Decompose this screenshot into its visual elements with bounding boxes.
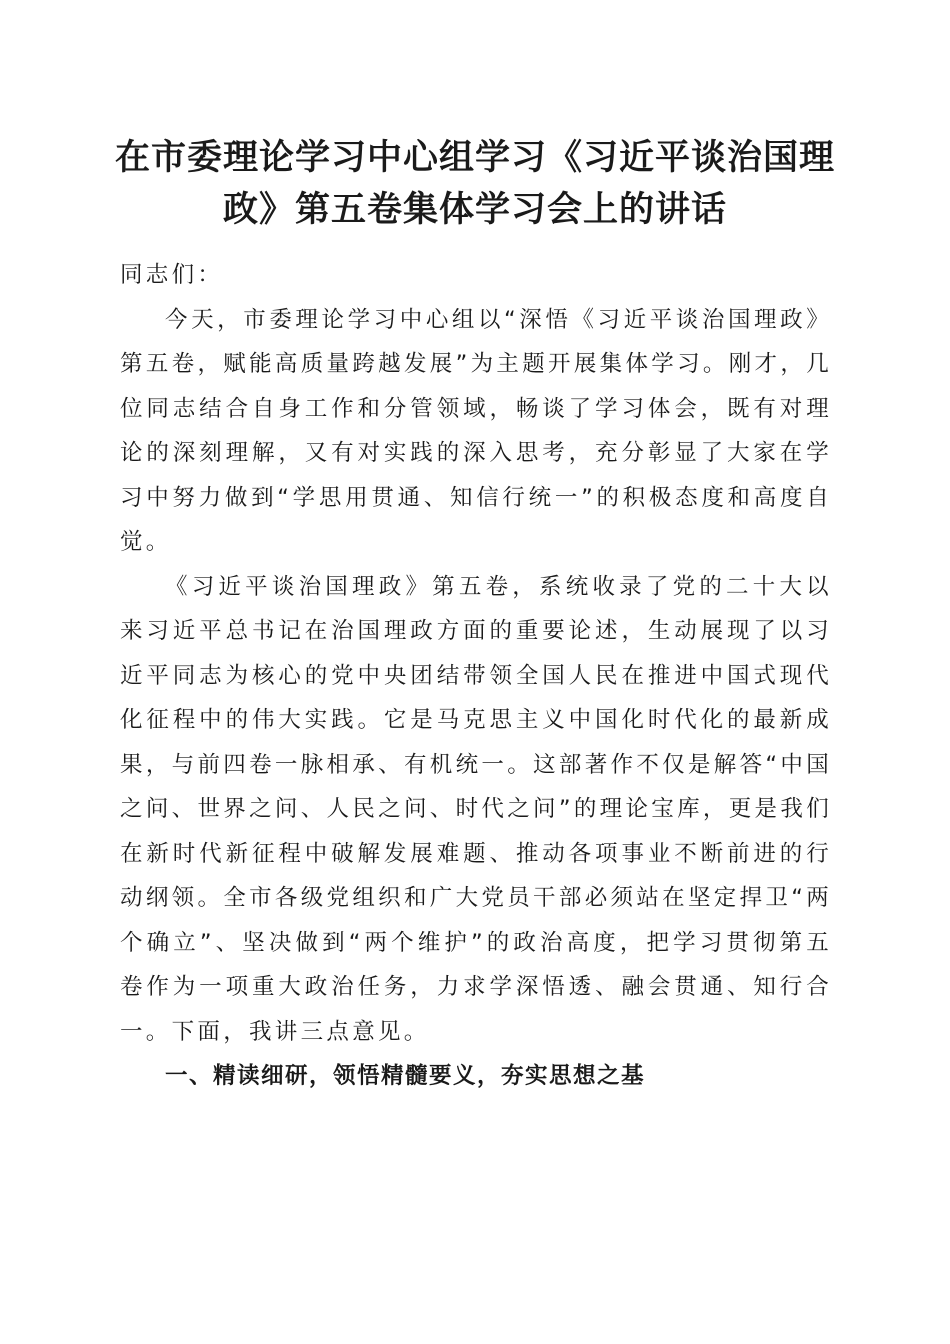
section-heading: 一、精读细研，领悟精髓要义，夯实思想之基	[165, 1063, 646, 1089]
paragraph-intro: 今天，市委理论学习中心组以“深悟《习近平谈治国理政》第五卷，赋能高质量跨越发展”为主题开展集体学习。刚才，几位同志结合自身工作和分管领域，畅谈了学习体会，既有对理论的深刻理解，又有对实践的深入思考，充分彰显了大家在学习中努力做到“学思用贯通、知信行统一”的积极态度和高度自觉。	[120, 306, 832, 555]
document-title: 在市委理论学习中心组学习《习近平谈治国理政》第五卷集体学习会上的讲话	[114, 137, 835, 230]
paragraph-volume-five: 《习近平谈治国理政》第五卷，系统收录了党的二十大以来习近平总书记在治国理政方面的重要论述，生动展现了以习近平同志为核心的党中央团结带领全国人民在推进中国式现代化征程中的伟大实践。它是马克思主义中国化时代化的最新成果，与前四卷一脉相承、有机统一。这部著作不仅是解答“中国之问、世界之问、人民之问、时代之问”的理论宝库，更是我们在新时代新征程中破解发展难题、推动各项事业不断前进的行动纲领。全市各级党组织和广大党员干部必须站在坚定捍卫“两个确立”、坚决做到“两个维护”的政治高度，把学习贯彻第五卷作为一项重大政治任务，力求学深悟透、融会贯通、知行合一。下面，我讲三点意见。	[120, 573, 832, 1045]
document-body	[120, 253, 832, 1099]
salutation: 同志们：	[120, 262, 224, 288]
